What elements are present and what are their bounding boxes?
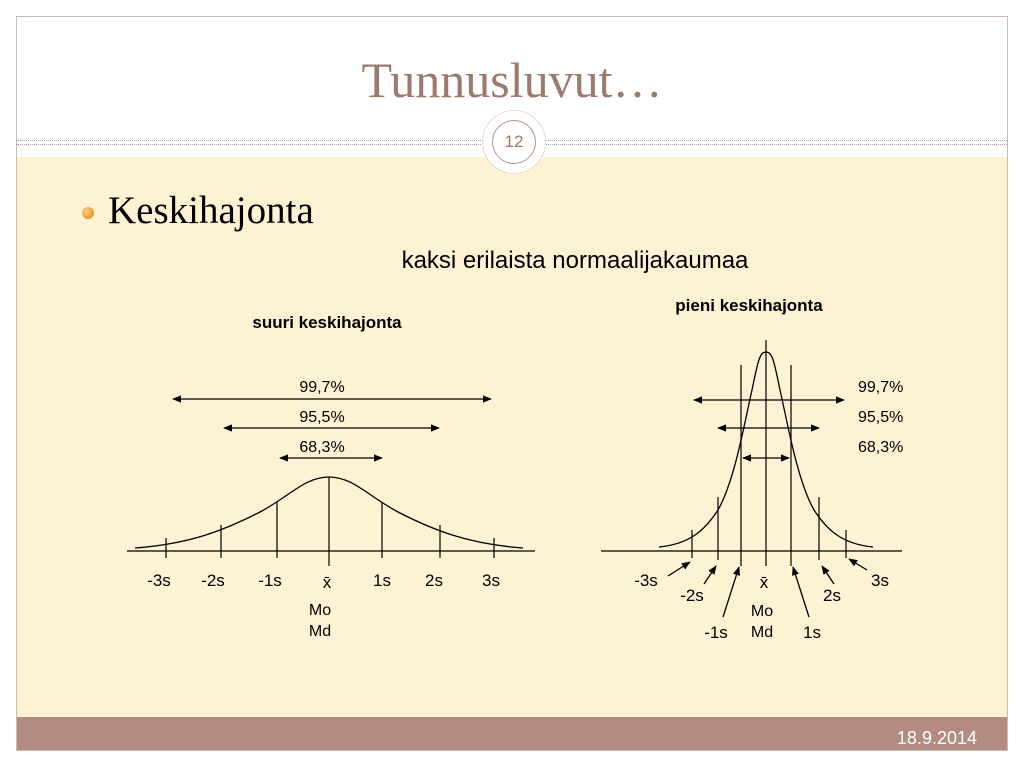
bullet-text: Keskihajonta xyxy=(108,189,314,232)
left-mode-label: Mo xyxy=(308,602,332,619)
right-pointer-plus-1s xyxy=(793,567,809,617)
right-pointer-minus-1s xyxy=(723,567,739,617)
left-label-mean: x̄ xyxy=(322,573,332,592)
right-label-plus-3s: 3s xyxy=(871,571,889,590)
right-pointer-plus-3s xyxy=(849,559,867,570)
slide-number: 12 xyxy=(492,120,536,164)
right-diagram xyxy=(601,296,903,642)
left-range-label-95-5: 95,5% xyxy=(299,409,345,426)
right-pointer-plus-2s xyxy=(822,566,834,584)
left-diagram-title: suuri keskihajonta xyxy=(252,313,402,332)
right-label-plus-2s: 2s xyxy=(823,586,841,605)
left-label-plus-3s: 3s xyxy=(482,571,500,590)
left-range-label-99-7: 99,7% xyxy=(299,379,345,396)
left-label-minus-1s: -1s xyxy=(258,571,282,590)
left-median-label: Md xyxy=(308,623,332,640)
right-pointer-minus-3s xyxy=(668,562,690,576)
left-label-minus-2s: -2s xyxy=(201,571,225,590)
left-label-minus-3s: -3s xyxy=(147,571,171,590)
right-diagram-title: pieni keskihajonta xyxy=(675,296,823,315)
left-label-plus-2s: 2s xyxy=(425,571,443,590)
right-median-label: Md xyxy=(750,624,774,641)
right-range-label-99-7: 99,7% xyxy=(858,379,904,396)
right-range-label-95-5: 95,5% xyxy=(858,409,904,426)
left-label-plus-1s: 1s xyxy=(373,571,391,590)
right-label-minus-3s: -3s xyxy=(634,571,658,590)
right-mode-label: Mo xyxy=(750,603,774,620)
left-diagram xyxy=(127,313,535,640)
right-label-minus-2s: -2s xyxy=(680,586,704,605)
right-label-minus-1s: -1s xyxy=(704,623,728,642)
left-range-label-68-3: 68,3% xyxy=(299,439,345,456)
right-range-label-68-3: 68,3% xyxy=(858,439,904,456)
right-label-plus-1s: 1s xyxy=(803,623,821,642)
footer-date: 18.9.2014 xyxy=(896,728,977,748)
right-pointer-minus-2s xyxy=(704,566,716,584)
right-label-mean: x̄ xyxy=(759,573,769,592)
diagram-subtitle: kaksi erilaista normaalijakaumaa xyxy=(401,247,749,274)
slide-title: Tunnusluvut… xyxy=(361,52,663,108)
